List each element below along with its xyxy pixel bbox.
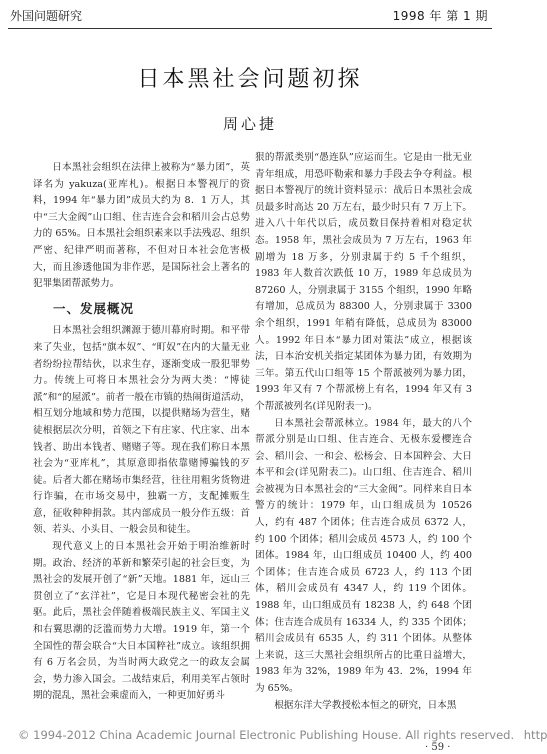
body-paragraph: 现代意义上的日本黑社会开始于明治维新时期。政治、经济的革新和繁荣引起的社会巨变，为黑社会的发展开创了“新”天地。1881 年，远山三贯创立了“玄洋社”，它是日本现代秘密会社的先驱。此后，黑社会伴随着极端民族主义、军国主义和右翼思潮的泛滥而势力大增。1919 年，第一个全国性的帮会联合“大日本国粹社”成立。该组织拥有 6 万名会员，为当时两大政党之一的政友会属会，势力渗入国会。二战结束后，利用美军占领时期的混乱，黑社会乘虚而入，一种更加好勇斗 <box>33 541 250 702</box>
body-paragraph: 日本黑社会组织渊源于德川幕府时期。和平带来了失业，包括“旗本奴”、“町奴”在内的大量无业者纷纷拉帮结伙，以求生存，逐渐变成一股犯罪势力。传统上可将日本黑社会分为两大类：“博徒派”和“的屋派”。前者一般在市镇的热闹街道活动，相互划分地域和势力范围，以提供赌场为营生，赌徒根据层次分明，首领之下有庄家、代庄家、出本钱者、助出本钱者、赌赌子等。现在我们称日本黑社会为“亚库札”，其原意即指依靠赌博骗钱的歹徒。后者大都在赌场市集经营，往往用粗劣货物进行诈骗，在市场交易中，独霸一方，支配摊贩生意，征收种种捐款。其内部成员一般分作五级：首领、若头、小头目、一般会员和徒生。 <box>33 325 250 536</box>
running-header <box>8 6 492 29</box>
page-number: · 59 · <box>425 742 451 753</box>
article-author: 周心捷 <box>222 115 277 133</box>
body-paragraph-continued: 狠的帮派类别“愚连队”应运而生。它是由一批无业青年组成，用恐吓勒索和暴力手段去争夺利益。根据日本警视厅的统计资料显示：战后日本黑社会成员最多时高达 20 万左右，最少时只有 7 万上下。进入八十年代以后，成员数目保持着相对稳定状态。1958 年，黑社会成员为 7 万左右，1963 年剧增为 18 万多，分别隶属于约 5 千个组织，1983 年人数首次跌低 10 万，1989 年总成员为 87260 人，分别隶属于 3155 个组织，1990 年略有增加，总成员为 88300 人，分别隶属于 3300 余个组织，1991 年稍有降低，总成员为 83000 人。1992 年日本“暴力团对策法”成立，根据该法，日本治安机关指定某团体为暴力团，有效期为三年。第五代山口组等 15 个帮派被列为暴力团，1993 年又有 7 个帮派榜上有名，1994 年又有 3 个帮派被列名(详见附表一)。 <box>255 152 472 412</box>
left-column <box>33 160 250 705</box>
issue-label: 1998 年 第 1 期 <box>392 9 488 23</box>
copyright-footer <box>0 728 547 742</box>
right-column <box>255 150 472 714</box>
section-heading: 一、发展概况 <box>53 300 135 316</box>
journal-name: 外国问题研究 <box>10 9 83 23</box>
body-paragraph: 根据东洋大学教授松本恒之的研究，日本黑 <box>274 699 457 711</box>
copyright-url: http <box>523 728 547 742</box>
body-paragraph: 日本黑社会帮派林立。1984 年，最大的八个帮派分别是山口组、住吉连合、无极东爱樱连合会、稻川会、一和会、松杨会、日本国粹会、大日本平和会(详见附表二)。山口组、住吉连合、稻川会被视为日本黑社会的“三大金阀”。同样来自日本警方的统计：1979 年，山口组成员为 10526 人，约有 487 个团体；住吉连合成员 6372 人，约 100 个团体；稻川会成员 4573 人，约 100 个团体。1984 年，山口组成员 10400 人，约 400 个团体；住吉连合成员 6723 人，约 113 个团体，稻川会成员有 4347 人，约 119 个团体。1988 年，山口组成员有 18238 人，约 648 个团体；住吉连合成员有 16334 人，约 335 个团体；稻川会成员有 6535 人，约 311 个团体。从整体上来说，这三大黑社会组织所占的比重日益增大，1983 年为 32%，1989 年为 43．2%，1994 年为 65%。 <box>255 417 472 694</box>
copyright-text: © 1994-2012 China Academic Journal Electronic Publishing House. All rights reserved. <box>18 728 515 742</box>
article-title: 日本黑社会问题初探 <box>137 67 363 92</box>
intro-paragraph: 日本黑社会组织在法律上被称为“暴力团”，英译名为 yakuza(亚库札)。根据日本警视厅的资料，1994 年“暴力团”成员大约为 8．1 万人，其中“三大金阀”山口组、住吉连合会和稻川会占总势力的 65%。日本黑社会组织素来以手法残忍、组织严密、纪律严明而著称，不但对日本社会危害极大，而且渗透他国为非作恶，是国际社会上著名的犯罪集团帮派势力。 <box>33 162 250 290</box>
